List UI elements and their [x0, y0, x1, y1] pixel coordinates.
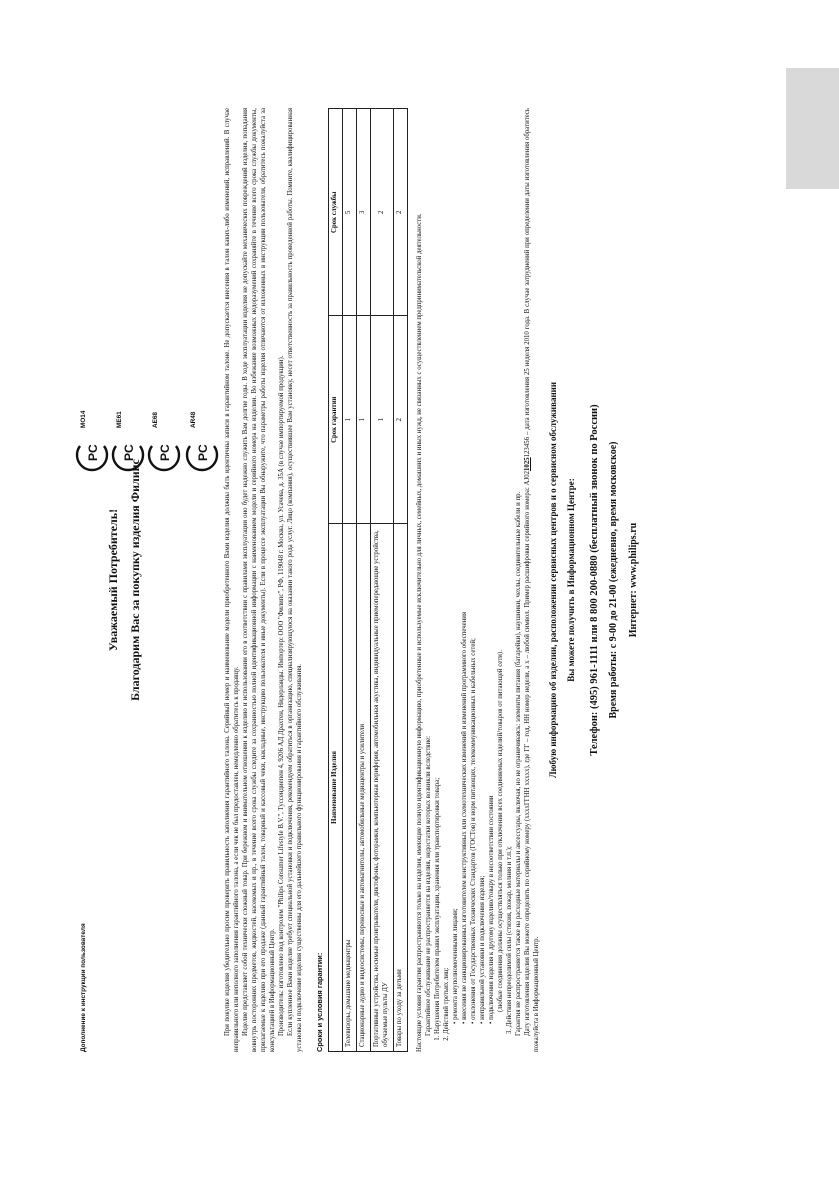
table-cell: Телевизоры, домашние медиацентры [343, 523, 357, 1051]
rst-certification-icon [108, 434, 148, 474]
rst-mark-4 [72, 410, 112, 474]
page-edge-tab [786, 68, 839, 189]
supplement-label: Дополнение к инструкции пользователя [80, 923, 87, 1052]
bullet-item: • подключения изделия к другому изделию/товару в несоответствии состоянии [488, 108, 497, 1024]
svg-text:PC: PC [196, 444, 210, 461]
svg-text:PC: PC [122, 444, 136, 461]
table-cell: 1 [343, 316, 357, 523]
table-cell: Портативные устройства, носимые проигрыватели, диктофоны, фоторамки, компьютерная периферия, автомобильная акустика, индивидуальные приемопередающие устройства, обучаемые пульты ДУ [371, 523, 394, 1051]
intro-paragraph: При покупке изделия убедительно просим проверить правильность заполнения гарантийного талона. Серийный номер и наименование модели приобретенного Вами изделия должны быть идентичны записи в гарантийном талоне. Не допускается внесения в талон каких-либо изменений, исправлений. В случае неправильного или неполного заполнения гарантийного талона, а если чек не был предоставлен, немедленно обратитесь к продавцу. [224, 108, 240, 1052]
bullet-item: • внесения не санкционированных изготовителем конструктивных или схемотехнических изменений и изменений программного обеспечения [461, 108, 470, 1024]
bullet-item: • ремонта неуполномоченными лицами; [452, 108, 461, 1024]
rst-certification-icon [144, 434, 184, 474]
third-party-bullets [452, 108, 497, 1052]
bullet-item: • неправильной установки и подключения изделия; [479, 108, 488, 1024]
conditions-paragraph: Настоящие условия гарантии распространяются только на изделия, имеющие полную идентификационную информацию, приобретенные и используемые исключительно для личных, семейных, домашних и иных нужд, не связанных с осуществлением предпринимательской деятельности. [416, 213, 424, 1052]
table-row [343, 109, 357, 1052]
rst-mark-1 [182, 411, 222, 474]
warranty-heading: Сроки и условия гарантии: [314, 952, 324, 1052]
table-cell: 5 [343, 109, 357, 316]
list-item: 1. Нарушения Потребителем правил эксплуатации, хранения или транспортировки товара; [434, 108, 443, 1034]
column-header: Срок службы [329, 109, 343, 316]
page-subtitle: Благодарим Вас за покупку изделия Филипс [127, 459, 142, 701]
table-row [371, 109, 394, 1052]
info-center-line-1: Любую информацию об изделии, расположении сервисных центров и о сервисном обслуживании [547, 381, 558, 779]
list-item-3: 3. Действия непреодолимой силы (стихия, пожар, молния и т.п.); [505, 846, 513, 1034]
svg-text:PC: PC [86, 444, 100, 461]
cert-code: AR48 [190, 411, 197, 428]
intro-paragraph: Изделие представляет собой технически сложный товар. При бережном и внимательном отношении к изделию и использовании его в соответствии с правилами эксплуатации оно будет надежно служить Вам долгие годы. В ходе эксплуатации изделия не допускайте механических повреждений изделия, попадания вовнутрь посторонних предметов, жидкостей, насекомых и пр., в течение всего срока службы следите за сохранностью полной идентификационной информации с наименованием модели и серийного номера на изделии. Во избежание возможных недоразумений сохраняйте в течение всего срока службы документы, прилагаемые к изделию при его продаже (данный гарантийный талон, товарный и кассовый чеки, накладные, инструкцию пользователя и иные документы). Если в процессе эксплуатации Вы обнаружите, что параметры работы изделия отличаются от изложенных в инструкции пользователя, обратитесь пожалуйста за консультацией в Информационный Центр. [241, 108, 276, 1052]
manufacture-date-paragraph [524, 108, 542, 1052]
table-cell: Товары по уходу за детьми [394, 523, 408, 1051]
intro-paragraph: Производитель: изготовлено под контролем "Philips Consumer Lifestyle B.V.", Туссендиепен 4, 9206 АД Драхтен, Нидерланды. Импортер: ООО "Филипс", РФ, 119048 г. Москва, ул. Усачева, д. 35А (в случае импортируемой продукции). [277, 355, 285, 1036]
hours-line: Время работы: с 9-00 до 21-00 (ежедневно, время московское) [608, 441, 620, 719]
cert-code: AE68 [152, 412, 159, 428]
svg-text:PC: PC [158, 444, 172, 461]
table-cell: 2 [394, 109, 408, 316]
table-cell: 3 [357, 109, 371, 316]
header-area [76, 108, 224, 1052]
serial-example-highlight: 1025 [523, 457, 531, 471]
phone-line: Телефон: (495) 961-1111 или 8 800 200-0880 (бесплатный звонок по России) [588, 404, 600, 756]
cert-code: MO14 [80, 410, 87, 428]
table-cell: 2 [394, 316, 408, 523]
table-header-row [329, 109, 343, 1052]
bullet-note: (любые соединения должны осуществляться только при отключении всех соединяемых изделий/товаров от питающей сети). [497, 650, 505, 1012]
rst-mark-3 [108, 411, 148, 474]
column-header: Срок гарантии [329, 316, 343, 523]
rotated-page-content [70, 90, 760, 1070]
rst-certification-icon [72, 434, 112, 474]
certification-marks [76, 240, 226, 474]
column-header: Наименование Изделия [329, 523, 343, 1051]
table-row [394, 109, 408, 1052]
bullet-item: • отклонения от Государственных Технических Стандартов (ГОСТов) и норм питающих, телекоммуникационных и кабельных сетей; [470, 108, 479, 1024]
internet-line: Интернет: www.philips.ru [627, 522, 639, 638]
exclusions-list [434, 108, 452, 1052]
date-text-end: 123456 – дата изготовления 25 неделя 2010 года. В случае затруднений при определении даты изготовления обратитесь пожалуйста в Информационный Центр. [523, 108, 540, 1052]
table-cell: 1 [371, 316, 394, 523]
list-item: 2. Действий третьих лиц: [443, 108, 452, 1034]
rst-mark-2 [144, 412, 184, 474]
intro-paragraph: Если купленное Вами изделие требует специальной установки и подключения, рекомендуем обратиться в организацию, специализирующуюся на оказании такого рода услуг. Лицо (компания), осуществившее Вам установку, несет ответственность за правильность проведенной работы. Помните, квалифицированная установка и подключение изделия существенны для его дальнейшего правильного функционирования и гарантийного обслуживания. [286, 108, 303, 1052]
table-cell: 2 [371, 109, 394, 316]
warranty-table [328, 108, 408, 1052]
table-cell: 1 [357, 316, 371, 523]
service-exclusions-intro: Гарантийное обслуживание не распространяется на изделия, недостатки которых возникли вследствие: [425, 735, 433, 1036]
table-cell: Стационарные аудио и видеосистемы, переносные и автомагнитолы, автомобильные медиацентры и усилители [357, 523, 371, 1051]
consumables-paragraph: Гарантия не распространяется также на расходные материалы и аксессуары, включая, но не ограничиваясь: элементы питания (батарейки), наушники, чехлы, соединительные кабели и пр. [514, 491, 522, 1036]
info-center-line-2: Вы можете получить в Информационном Центре: [565, 478, 576, 682]
date-text: Дату изготовления изделия Вы можете определить по серийному номеру (xxxxГГНН xxxxx), где ГГ – год, НН номер недели, а x – любой символ. Пример расшифровки серийного номера: AJ02 [523, 470, 531, 1036]
table-row [357, 109, 371, 1052]
cert-code: ME61 [116, 411, 123, 428]
page-title: Уважаемый Потребитель! [106, 508, 120, 652]
rst-certification-icon [182, 434, 222, 474]
